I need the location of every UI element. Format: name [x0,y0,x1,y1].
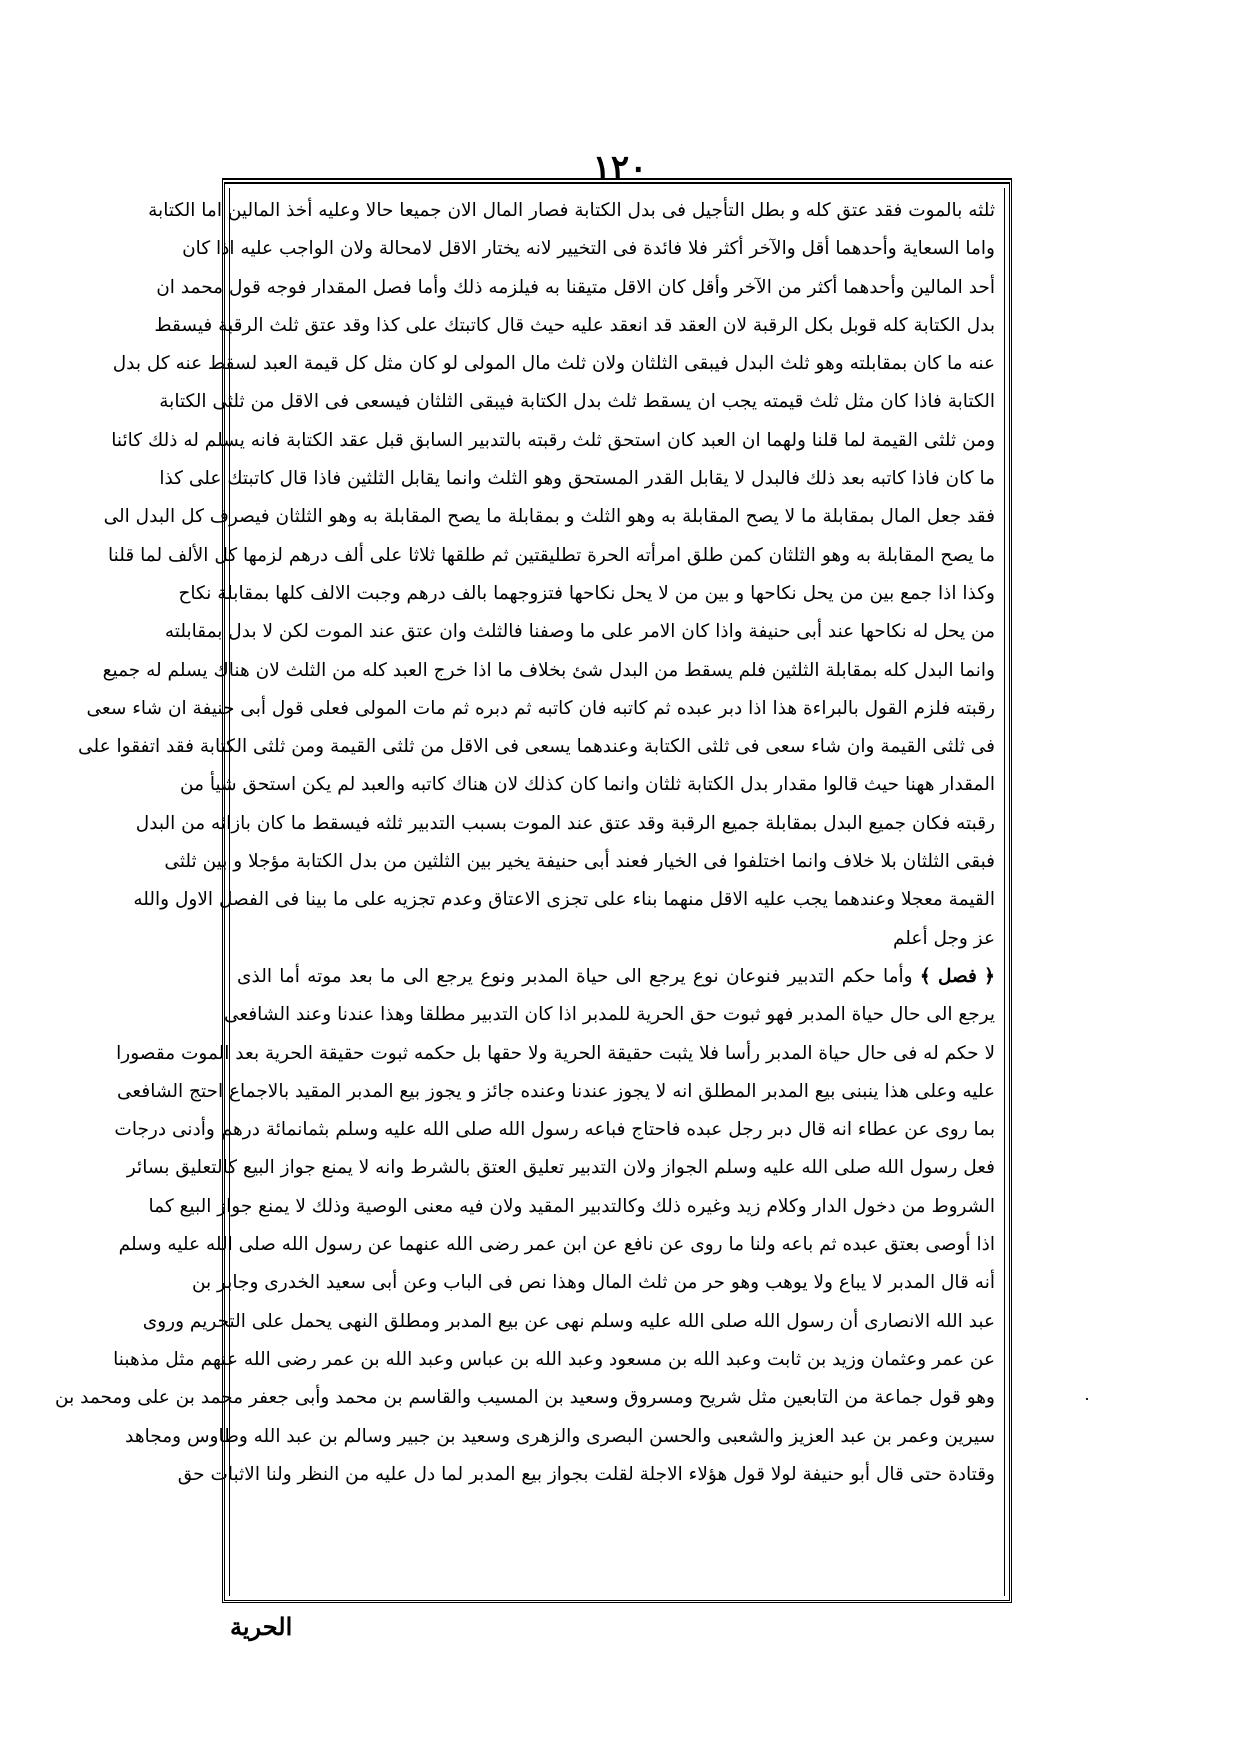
text-line: وهو قول جماعة من التابعين مثل شريح ومسروق وسعيد بن المسيب والقاسم بن محمد وأبى جعفر محمد بن على ومحمد بن [55,1387,995,1409]
text-line: فعل رسول الله صلى الله عليه وسلم الجواز ولان التدبير تعليق العتق بالشرط وانه لا يمنع جواز البيع كالتعليق بسائر [126,1157,995,1179]
text-line: أحد المالين وأحدهما أكثر من الآخر وأقل كان الاقل متيقنا به فيلزمه ذلك وأما فصل المقدار فوجه قول محمد ان [156,276,995,298]
text-line: الكتابة فاذا كان مثل ثلث قيمته يجب ان يسقط ثلث بدل الكتابة فيبقى الثلثان فيسعى فى الاقل من ثلثى الكتابة [159,391,995,413]
text-line: عز وجل أعلم [892,927,995,949]
text-line: وكذا اذا جمع بين من يحل نكاحها و بين من لا يحل نكاحها فتزوجهما بالف درهم وجبت الالف كلها بمقابلة نكاح [178,582,995,604]
text-line: المقدار ههنا حيث قالوا مقدار بدل الكتابة ثلثان وانما كان كذلك لان هناك كاتبه والعبد لم يكن استحق شيأ من [180,774,995,796]
text-line: عبد الله الانصارى أن رسول الله صلى الله عليه وسلم نهى عن بيع المدبر ومطلق النهى يحمل على التحريم وروى [142,1310,995,1332]
text-frame [55,178,1012,1603]
text-line: ثلثه بالموت فقد عتق كله و بطل التأجيل فى بدل الكتابة فصار المال الان جميعا حالا وعليه أخذ المالين اما الكتابة [148,200,995,221]
text-line: أنه قال المدبر لا يباع ولا يوهب وهو حر من ثلث المال وهذا نص فى الباب وعن أبى سعيد الخدرى وجابر بن [191,1272,995,1294]
margin-mark [1086,1398,1088,1400]
section-heading-line [237,958,995,996]
text-line: ما كان فاذا كاتبه بعد ذلك فالبدل لا يقابل القدر المستحق وهو الثلث وانما يقابل الثلثين فاذا قال كاتبتك على كذا [159,468,995,490]
text-line: بدل الكتابة كله قوبل بكل الرقبة لان العقد قد انعقد عليه حيث قال كاتبتك على كذا وقد عتق ثلث الرقبة فيسقط [154,314,995,336]
section-opening-text: وأما حكم التدبير فنوعان نوع يرجع الى حياة المدبر ونوع يرجع الى ما بعد موته أما الذى [237,965,913,987]
text-line: عنه ما كان بمقابلته وهو ثلث البدل فيبقى الثلثان ولان ثلث مال المولى لو كان مثل كل قيمة العبد لسقط عنه كل بدل [112,353,995,375]
section-marker: فصل [937,965,977,987]
text-line: فقد جعل المال بمقابلة ما لا يصح المقابلة به وهو الثلث و بمقابلة ما يصح المقابلة به وهو الثلثان فيصرف كل البدل الى [103,506,995,528]
text-line: وانما البدل كله بمقابلة الثلثين فلم يسقط من البدل شئ بخلاف ما اذا خرج العبد كله من الثلث لان هناك يسلم له جميع [102,659,995,681]
text-line: فبقى الثلثان بلا خلاف وانما اختلفوا فى الخيار فعند أبى حنيفة يخير بين الثلثين من بدل الكتابة مؤجلا و بين ثلثى [164,851,995,873]
text-line: وقتادة حتى قال أبو حنيفة لولا قول هؤلاء الاجلة لقلت بجواز بيع المدبر لما دل عليه من النظر ولنا الاثبات حق [177,1463,995,1485]
text-line: من يحل له نكاحها عند أبى حنيفة واذا كان الامر على ما وصفنا فالثلث وان عتق عند الموت لكن لا بدل بمقابلته [164,621,995,643]
text-line: عن عمر وعثمان وزيد بن ثابت وعبد الله بن مسعود وعبد الله بن عباس وعبد الله بن عمر رضى الله عنهم مثل مذهبنا [113,1348,995,1370]
text-line: القيمة معجلا وعندهما يجب عليه الاقل منهما بناء على تجزى الاعتاق وعدم تجزيه على ما بينا فى الفصل الاول والله [133,889,995,911]
section-marker-left: ﴿ [984,965,995,987]
text-line: اذا أوصى بعتق عبده ثم باعه ولنا ما روى عن نافع عن ابن عمر رضى الله عنهما عن رسول الله صلى الله عليه وسلم [118,1234,995,1256]
section-marker-right: ﴾ [919,965,931,987]
text-line: بما روى عن عطاء انه قال دبر رجل عبده فاحتاج فباعه رسول الله صلى الله عليه وسلم بثمانمائة درهم وأدنى درجات [114,1119,995,1141]
text-line: فى ثلثى القيمة وان شاء سعى فى ثلثى الكتابة وعندهما يسعى فى الاقل من ثلثى القيمة ومن ثلثى الكتابة فقد اتفقوا على [78,736,995,758]
text-line: رقبته فكان جميع البدل بمقابلة جميع الرقبة وقد عتق عند الموت بسبب التدبير ثلثه فيسقط ما كان بازائه من البدل [135,812,995,834]
text-line: سيرين وعمر بن عبد العزيز والشعبى والحسن البصرى والزهرى وسعيد بن جبير وسالم بن عبد الله وطاوس ومجاهد [125,1425,995,1447]
text-line: يرجع الى حال حياة المدبر فهو ثبوت حق الحرية للمدبر اذا كان التدبير مطلقا وهذا عندنا وعند الشافعى [223,1004,995,1026]
catchword: الحرية [230,1612,293,1641]
text-line: واما السعاية وأحدهما أقل والآخر أكثر فلا فائدة فى التخيير لانه يختار الاقل لامحالة ولان الواجب عليه اذا كان [182,238,995,260]
page-number: ١٢٠ [592,148,648,188]
text-line: لا حكم له فى حال حياة المدبر رأسا فلا يثبت حقيقة الحرية ولا حقها بل حكمه ثبوت حقيقة الحرية بعد الموت مقصورا [116,1042,995,1064]
text-line: عليه وعلى هذا ينبنى بيع المدبر المطلق انه لا يجوز عندنا وعنده جائز و يجوز بيع المدبر المقيد بالاجماع احتج الشافعى [117,1080,995,1102]
text-line: ما يصح المقابلة به وهو الثلثان كمن طلق امرأته الحرة تطليقتين ثم طلقها ثلاثا على ألف درهم لزمها كل الألف لما قلنا [108,544,995,566]
text-line: ومن ثلثى القيمة لما قلنا ولهما ان العبد كان استحق ثلث رقبته بالتدبير السابق قبل عقد الكتابة فانه يسلم له ذلك كائنا [111,429,995,451]
text-line: الشروط من دخول الدار وكلام زيد وغيره ذلك وكالتدبير المقيد ولان فيه معنى الوصية وذلك لا يمنع جواز البيع كما [148,1195,995,1217]
text-line: رقبته فلزم القول بالبراءة هذا اذا دبر عبده ثم كاتبه فان كاتبه ثم دبره ثم مات المولى فعلى قول أبى حنيفة ان شاء سعى [86,697,995,719]
